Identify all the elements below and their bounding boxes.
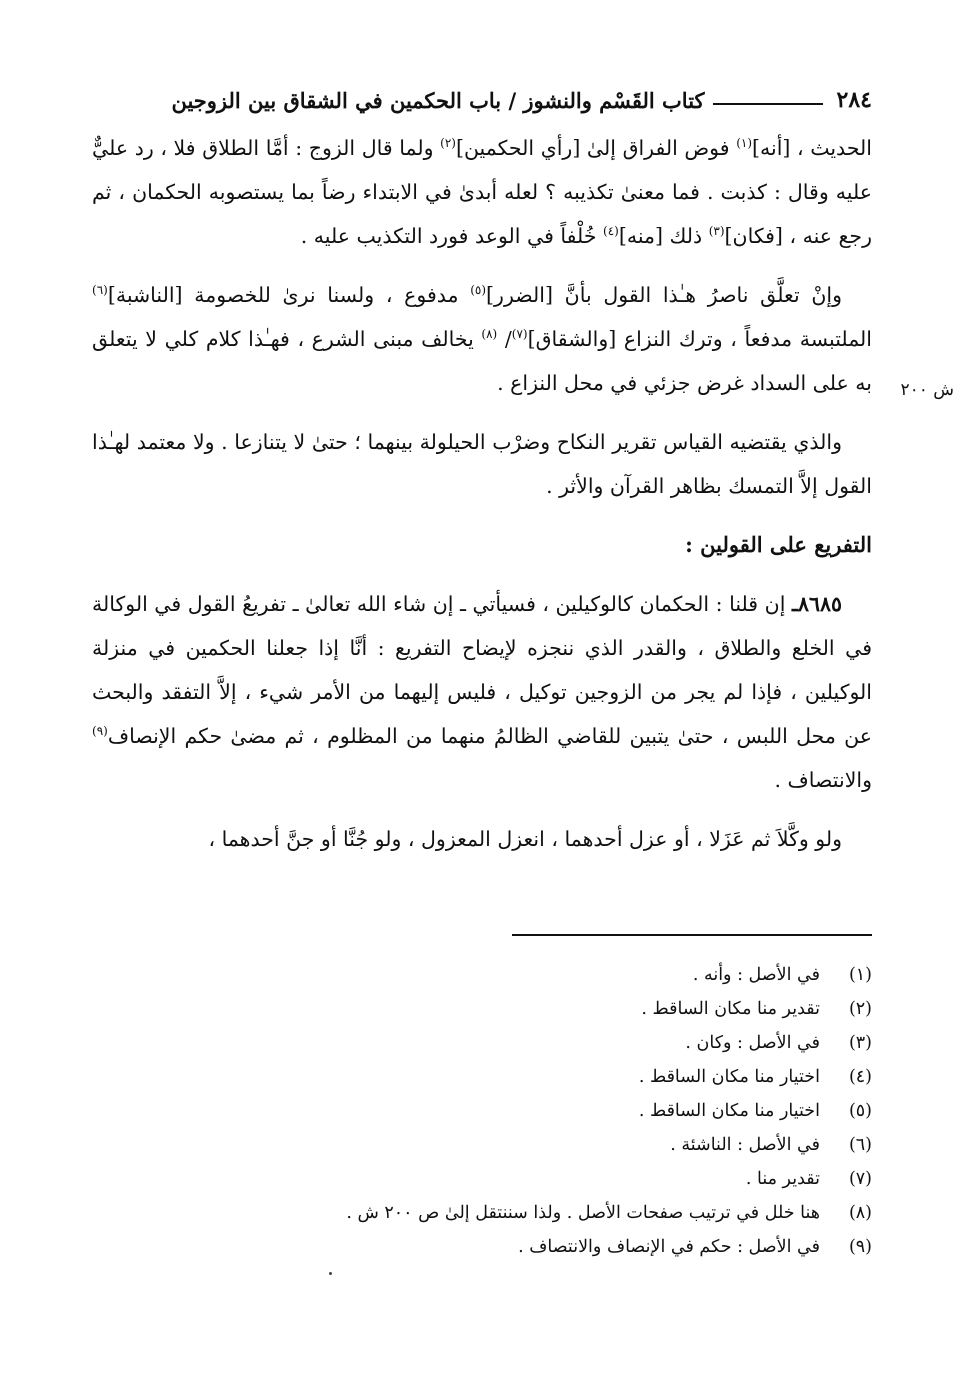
footnote-ref-8: (٨)	[481, 327, 498, 342]
footnote-text: تقدير منا .	[745, 1169, 820, 1189]
text-run: الملتبسة مدفعاً ، وترك النزاع [والشقاق]	[527, 327, 872, 351]
text-run: مدفوع ، ولسنا نرىٰ للخصومة [الناشبة]	[107, 283, 471, 307]
footnote-ref-4: (٤)	[603, 224, 619, 239]
page-break-mark: /	[497, 327, 512, 351]
footnote	[200, 958, 872, 992]
footnote-ref-9: (٩)	[92, 724, 108, 739]
section-heading: التفريع على القولين :	[685, 532, 872, 557]
footnote-text: في الأصل : الناشئة .	[670, 1135, 820, 1155]
footnote-text: اختيار منا مكان الساقط .	[638, 1067, 820, 1087]
text-run: والانتصاف .	[774, 768, 872, 792]
main-text	[92, 126, 872, 876]
footnote-text: تقدير منا مكان الساقط .	[641, 999, 820, 1019]
paragraph-3: والذي يقتضيه القياس تقرير النكاح وضرْب الحيلولة بينهما ؛ حتىٰ لا يتنازعا . ولا معتمد لهـٰذا القول إلاَّ التمسك بظاهر القرآن والأثر .	[92, 430, 872, 498]
footnote-text: في الأصل : وأنه .	[692, 965, 820, 985]
paragraph-1	[92, 126, 872, 258]
scan-speck	[329, 1272, 332, 1275]
footnote-ref-2: (٢)	[440, 136, 456, 151]
footnote-number: (٩)	[848, 1237, 872, 1257]
header-title: كتاب القَسْم والنشوز / باب الحكمين في الشقاق بين الزوجين	[171, 87, 705, 113]
text-run: ولما قال الزوج : أمَّا الطلاق فلا ، رد عليٌّ عليه وقال : كذبت . فما معنىٰ تكذيبه ؟ لعله أبدىٰ في الابتداء رضاً بما يستصوبه الحكمان ، ثم رجع عنه ، [فكان]	[92, 136, 872, 248]
footnote-ref-1: (١)	[736, 136, 753, 151]
footnote-text: في الأصل : وكان .	[685, 1033, 820, 1053]
footnote	[200, 1026, 872, 1060]
page-number: ٢٨٤	[836, 87, 872, 113]
footnote	[200, 1230, 872, 1264]
text-run: الحديث ، [أنه]	[752, 136, 872, 160]
footnote	[200, 992, 872, 1026]
footnote	[200, 1196, 872, 1230]
text-run: فوض الفراق إلىٰ [رأي الحكمين]	[455, 136, 737, 160]
text-run: خُلْفاً في الوعد فورد التكذيب عليه .	[300, 224, 604, 248]
footnote-number: (١)	[848, 965, 872, 985]
footnote-number: (٦)	[848, 1135, 872, 1155]
footnote-ref-6: (٦)	[92, 283, 108, 298]
footnote-ref-7: (٧)	[511, 327, 528, 342]
header-rule	[713, 103, 823, 105]
footnote	[200, 1094, 872, 1128]
footnote	[200, 1162, 872, 1196]
footnote-ref-5: (٥)	[470, 283, 487, 298]
issue-number: ٨٦٨٥ـ	[791, 592, 842, 616]
numbered-paragraph	[92, 582, 872, 802]
text-run: ذلك [منه]	[618, 224, 709, 248]
footnote-number: (٥)	[848, 1101, 872, 1121]
footnote	[200, 1060, 872, 1094]
footnote-text: في الأصل : حكم في الإنصاف والانتصاف .	[518, 1237, 820, 1257]
running-header	[92, 80, 872, 120]
margin-page-reference: ش ٢٠٠	[900, 380, 954, 400]
paragraph-2	[92, 273, 872, 405]
footnote-number: (٨)	[848, 1203, 872, 1223]
footnote-number: (٣)	[848, 1033, 872, 1053]
footnotes	[200, 958, 872, 1264]
text-run: يخالف مبنى الشرع ، فهـٰذا كلام كلي لا يتعلق به على السداد غرض جزئي في محل النزاع .	[92, 327, 872, 395]
footnote-ref-3: (٣)	[708, 224, 725, 239]
text-run: وإنْ تعلَّق ناصرُ هـٰذا القول بأنَّ [الضرر]	[486, 283, 842, 307]
footnote-number: (٤)	[848, 1067, 872, 1087]
paragraph-last: ولو وكَّلاَ ثم عَزَلا ، أو عزل أحدهما ، انعزل المعزول ، ولو جُنَّا أو جنَّ أحدهما ،	[208, 827, 842, 851]
footnote-number: (٢)	[848, 999, 872, 1019]
footnote-text: هنا خلل في ترتيب صفحات الأصل . ولذا سننتقل إلىٰ ص ٢٠٠ ش .	[346, 1203, 820, 1223]
text-run: إن قلنا : الحكمان كالوكيلين ، فسيأتي ـ إن شاء الله تعالىٰ ـ تفريعُ القول في الوكالة في الخلع والطلاق ، والقدر الذي ننجزه لإيضاح التفريع : أنَّا إذا جعلنا الحكمين في منزلة الوكيلين ، فإذا لم يجر من الزوجين توكيل ، فليس إليهما من الأمر شيء ، إلاَّ التفقد والبحث عن محل اللبس ، حتىٰ يتبين للقاضي الظالمُ منهما من المظلوم ، ثم مضىٰ حكم الإنصاف	[92, 592, 872, 748]
footnote-number: (٧)	[848, 1169, 872, 1189]
footnote	[200, 1128, 872, 1162]
footnote-text: اختيار منا مكان الساقط .	[638, 1101, 820, 1121]
footnote-separator	[512, 934, 872, 936]
